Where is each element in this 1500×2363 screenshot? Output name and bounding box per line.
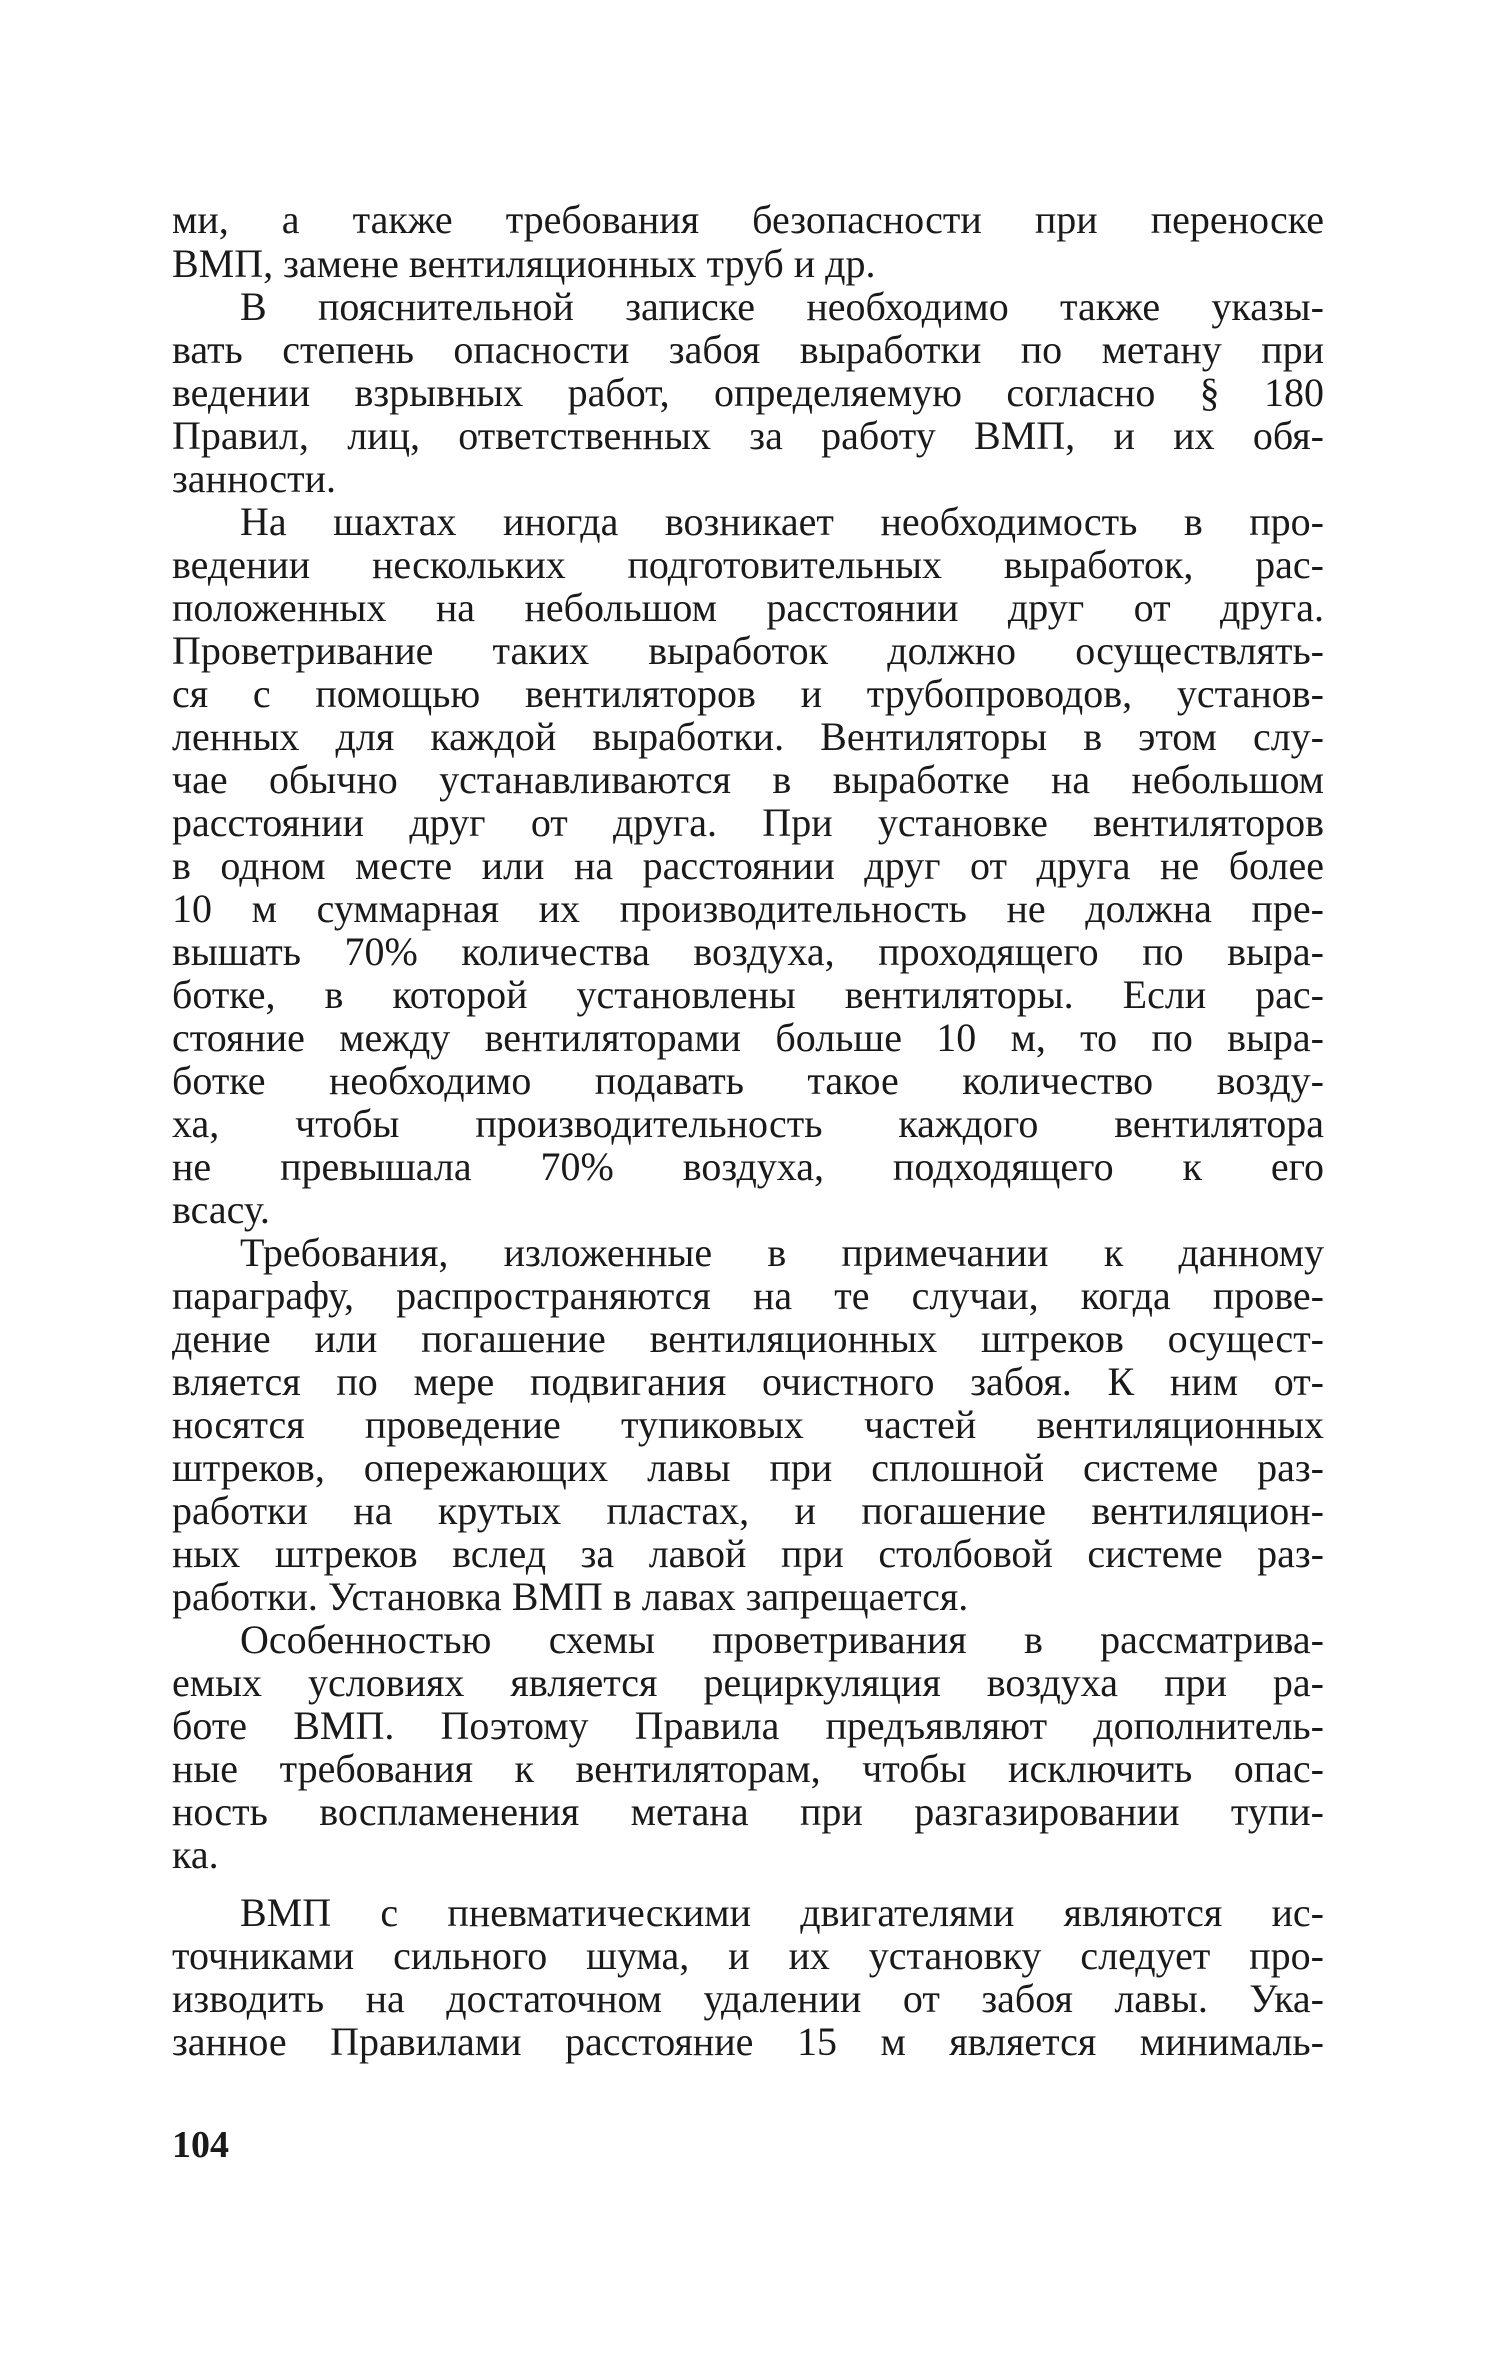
- text-line: ся с помощью вентиляторов и трубопроводов, установ-: [172, 671, 1324, 716]
- text-line: носятся проведение тупиковых частей вентиляционных: [172, 1402, 1324, 1447]
- text-line: ВМП, замене вентиляционных труб и др.: [172, 241, 876, 286]
- text-line: ведении нескольких подготовительных выработок, рас-: [172, 542, 1324, 587]
- text-line: ленных для каждой выработки. Вентиляторы в этом слу-: [172, 714, 1324, 759]
- text-line: В пояснительной записке необходимо также указы-: [240, 284, 1324, 329]
- text-line: не превышала 70% воздуха, подходящего к его: [172, 1144, 1324, 1189]
- text-line: штреков, опережающих лавы при сплошной системе раз-: [172, 1445, 1324, 1490]
- text-line: вышать 70% количества воздуха, проходящего по выра-: [172, 929, 1324, 974]
- text-line: емых условиях является рециркуляция воздуха при ра-: [172, 1660, 1324, 1705]
- text-line: ведении взрывных работ, определяемую согласно § 180: [172, 370, 1324, 415]
- text-line: ные требования к вентиляторам, чтобы исключить опас-: [172, 1746, 1324, 1791]
- text-line: Правил, лиц, ответственных за работу ВМП, и их обя-: [172, 413, 1324, 458]
- page-number: 104: [172, 2124, 229, 2166]
- text-line: 10 м суммарная их производительность не должна пре-: [172, 886, 1324, 931]
- text-line: точниками сильного шума, и их установку следует про-: [172, 1933, 1324, 1978]
- text-line: ха, чтобы производительность каждого вентилятора: [172, 1101, 1324, 1146]
- text-line: расстоянии друг от друга. При установке вентиляторов: [172, 800, 1324, 845]
- text-line: Требования, изложенные в примечании к данному: [240, 1230, 1324, 1275]
- text-line: На шахтах иногда возникает необходимость в про-: [240, 499, 1324, 544]
- text-line: Проветривание таких выработок должно осуществлять-: [172, 628, 1324, 673]
- text-line: ных штреков вслед за лавой при столбовой системе раз-: [172, 1531, 1324, 1576]
- text-line: ВМП с пневматическими двигателями являются ис-: [240, 1890, 1324, 1935]
- text-line: параграфу, распространяются на те случаи, когда прове-: [172, 1273, 1324, 1318]
- text-line: дение или погашение вентиляционных штреков осущест-: [172, 1316, 1324, 1361]
- text-line: ми, а также требования безопасности при переноске: [172, 197, 1324, 242]
- text-line: работки на крутых пластах, и погашение вентиляцион-: [172, 1488, 1324, 1533]
- text-line: вать степень опасности забоя выработки по метану при: [172, 327, 1324, 372]
- text-line: ботке необходимо подавать такое количество возду-: [172, 1058, 1324, 1103]
- text-line: боте ВМП. Поэтому Правила предъявляют дополнитель-: [172, 1703, 1324, 1748]
- text-line: занности.: [172, 456, 337, 501]
- text-line: стояние между вентиляторами больше 10 м, то по выра-: [172, 1015, 1324, 1060]
- text-line: в одном месте или на расстоянии друг от друга не более: [172, 843, 1324, 888]
- text-line: ка.: [172, 1832, 219, 1877]
- text-line: Особенностью схемы проветривания в рассматрива-: [240, 1617, 1324, 1662]
- text-line: положенных на небольшом расстоянии друг от друга.: [172, 585, 1324, 630]
- text-line: всасу.: [172, 1187, 270, 1232]
- text-line: ботке, в которой установлены вентиляторы. Если рас-: [172, 972, 1324, 1017]
- text-line: занное Правилами расстояние 15 м является минималь-: [172, 2019, 1324, 2064]
- text-line: работки. Установка ВМП в лавах запрещается.: [172, 1574, 969, 1619]
- text-line: ность воспламенения метана при разгазировании тупи-: [172, 1789, 1324, 1834]
- text-line: вляется по мере подвигания очистного забоя. К ним от-: [172, 1359, 1324, 1404]
- text-line: изводить на достаточном удалении от забоя лавы. Ука-: [172, 1976, 1324, 2021]
- text-line: чае обычно устанавливаются в выработке на небольшом: [172, 757, 1324, 802]
